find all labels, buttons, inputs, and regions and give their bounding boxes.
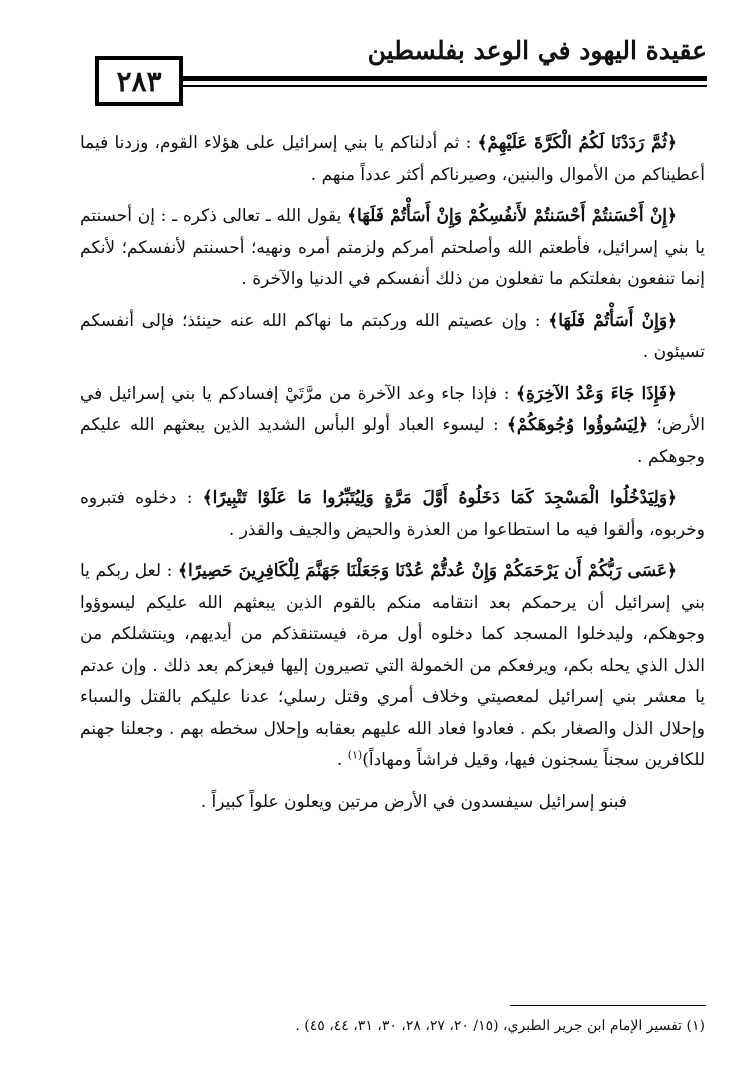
commentary-text: يقول الله ـ تعالى ذكره ـ : إن أحسنتم يا بني إسرائيل، فأطعتم الله وأصلحتم أمركم ولزمتم أمره ونهيه؛ أحسنتم لأنفسكم؛ لأنكم إنما تنفعون بفعلتكم ما تفعلون من ذلك أنفسكم في الدنيا والآخرة . bbox=[80, 206, 705, 289]
quran-verse: ﴿ثُمَّ رَدَدْنَا لَكُمُ الْكَرَّةَ عَلَيْهِمْ﴾ bbox=[477, 133, 677, 153]
footnote-marker: (١) bbox=[686, 1018, 705, 1034]
commentary-text: : وإن عصيتم الله وركبتم ما نهاكم الله عنه حينئذ؛ فإلى أنفسكم تسيئون . bbox=[80, 310, 705, 362]
quran-verse: ﴿فَإِذَا جَاءَ وَعْدُ الآخِرَةِ﴾ bbox=[516, 383, 678, 404]
paragraph bbox=[80, 379, 705, 474]
paragraph bbox=[80, 483, 705, 546]
quran-verse: ﴿عَسَى رَبُّكُمْ أَن يَرْحَمَكُمْ وَإِنْ عُدتُّمْ عُدْنَا وَجَعَلْنَا جَهَنَّمَ لِلْكَافِرِينَ حَصِيرًا﴾ bbox=[178, 561, 677, 581]
commentary-text: . bbox=[336, 750, 348, 770]
quran-verse: ﴿لِيَسُوؤُوا وُجُوهَكُمْ﴾ bbox=[506, 415, 649, 435]
footnote-text: تفسير الإمام ابن جرير الطبري، (١٥/ ٢٠، ٢٧، ٢٨، ٣٠، ٣١، ٤٤، ٤٥) . bbox=[295, 1018, 687, 1034]
footnote bbox=[80, 1015, 705, 1037]
closing-paragraph: فبنو إسرائيل سيفسدون في الأرض مرتين ويعلون علواً كبيراً . bbox=[200, 791, 627, 812]
commentary-text: : ثم أدلناكم يا بني إسرائيل على هؤلاء القوم، وزدنا فيما أعطيناكم من الأموال والبنين، وصيرناكم أكثر عدداً منهم . bbox=[80, 133, 705, 185]
quran-verse: ﴿وَلِيَدْخُلُوا الْمَسْجِدَ كَمَا دَخَلُوهُ أَوَّلَ مَرَّةٍ وَلِيُتَبِّرُوا مَا عَلَوْا تَتْبِيرًا﴾ bbox=[202, 488, 678, 508]
footnote-separator bbox=[510, 1005, 706, 1006]
commentary-text: : لعل ربكم يا بني إسرائيل أن يرحمكم بعد انتقامه منكم بالقوم الذين يبعثهم الله عليكم ليسوؤوا وجوهكم، وليدخلوا المسجد كما دخلوه أول مرة، فيستنقذكم من أيديهم، وينتشلكم من الذل الذي يحله بكم، ويرفعكم من الخمولة التي تصيرون إليها فيعزكم بعد ذلك . وإن عدتم يا معشر بني إسرائيل لمعصيتي وخلاف أمري وقتل رسلي؛ عدنا عليكم بالقتل والسباء وإحلال الذل والصغار بكم . فعادوا فعاد الله عليهم بعقابه وإحلال سخطه بهم . وجعلنا جهنم للكافرين سجناً يسجنون فيها، وقيل فراشاً ومهاداً) bbox=[80, 561, 705, 770]
running-title: عقيدة اليهود في الوعد بفلسطين bbox=[367, 36, 707, 65]
main-content bbox=[80, 128, 705, 968]
paragraph bbox=[80, 556, 705, 777]
quran-verse: ﴿إِنْ أَحْسَنتُمْ أَحْسَنتُمْ لأَنفُسِكُمْ وَإِنْ أَسَأْتُمْ فَلَهَا﴾ bbox=[347, 206, 677, 226]
commentary-text: : فإذا جاء وعد الآخرة من مرَّتَيْ إفسادكم يا بني إسرائيل في الأرض؛ bbox=[80, 383, 705, 435]
commentary-text: : ليسوء العباد أولو البأس الشديد الذين يبعثهم الله عليكم وجوهكم . bbox=[80, 415, 705, 467]
commentary-text: : دخلوه فتبروه وخربوه، وألقوا فيه ما استطاعوا من العذرة والحيض والجيف والقذر . bbox=[80, 488, 705, 540]
page-header bbox=[95, 36, 707, 110]
paragraph bbox=[80, 128, 705, 191]
paragraph bbox=[80, 306, 705, 369]
quran-verse: ﴿وَإِنْ أَسَأْتُمْ فَلَهَا﴾ bbox=[548, 310, 677, 331]
header-rule-thick bbox=[181, 76, 707, 81]
header-rule-thin bbox=[181, 85, 707, 87]
paragraph bbox=[80, 201, 705, 296]
footnote-reference[interactable]: (١) bbox=[347, 748, 363, 762]
page-number: ٢٨٣ bbox=[95, 56, 183, 106]
